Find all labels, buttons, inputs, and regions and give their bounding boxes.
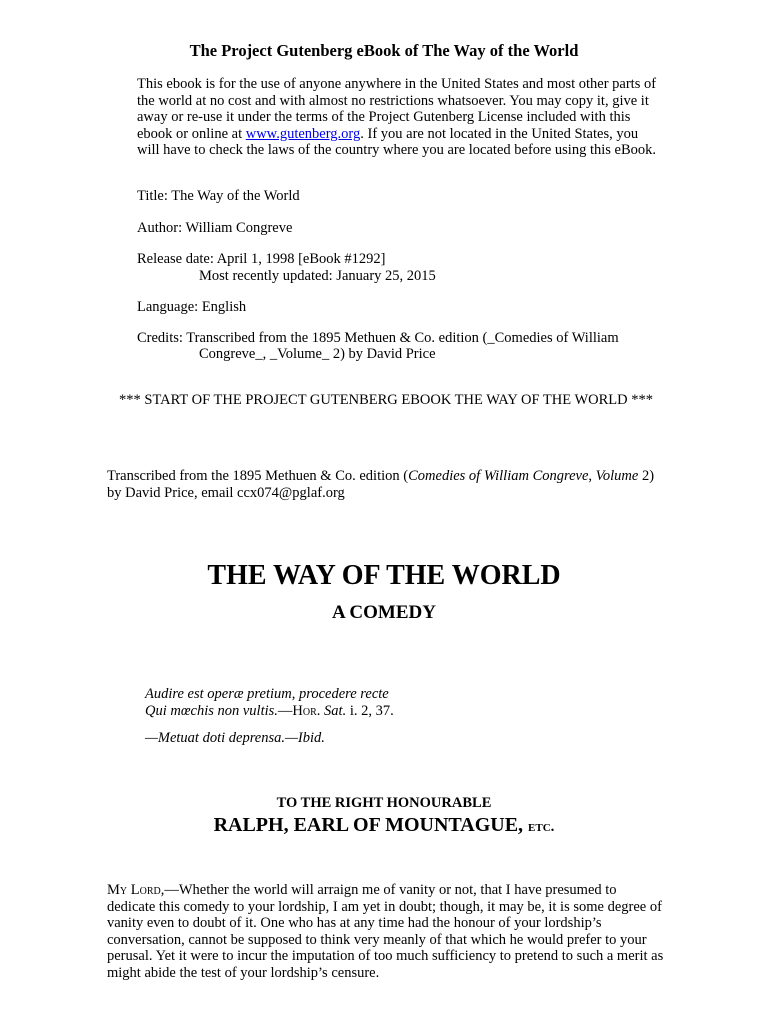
meta-release-date: Release date: April 1, 1998 [eBook #1292] bbox=[137, 251, 386, 267]
epigraph-work: Sat. bbox=[324, 703, 347, 719]
license-text-after-link: . If you are not located in the United States, you will have to check the laws of the country where you are located before using this eBook. bbox=[137, 125, 657, 158]
dedication-etc: etc. bbox=[528, 819, 555, 835]
meta-author: Author: William Congreve bbox=[137, 220, 293, 236]
transcription-text-3: 2) by David Price, email ccx074@pglaf.org bbox=[107, 468, 655, 501]
gutenberg-link[interactable]: www.gutenberg.org bbox=[245, 125, 361, 142]
dedication-letter bbox=[107, 882, 667, 981]
dedication-heading: TO THE RIGHT HONOURABLE bbox=[276, 795, 492, 811]
epigraph-reference: i. 2, 37. bbox=[346, 703, 394, 719]
ebook-header-title: The Project Gutenberg eBook of The Way of the World bbox=[189, 41, 579, 60]
start-marker: *** START OF THE PROJECT GUTENBERG EBOOK THE WAY OF THE WORLD *** bbox=[119, 392, 653, 408]
transcription-text-1: Transcribed from the 1895 Methuen & Co. edition ( bbox=[107, 468, 409, 484]
dedication-name bbox=[0, 813, 768, 839]
meta-updated-date: Most recently updated: January 25, 2015 bbox=[199, 268, 436, 284]
meta-credits-line1: Credits: Transcribed from the 1895 Methuen & Co. edition (_Comedies of William bbox=[137, 330, 619, 346]
dedication-name-text: RALPH, EARL OF MOUNTAGUE, bbox=[213, 814, 524, 836]
epigraph-line-3: —Metuat doti deprensa.—Ibid. bbox=[145, 730, 325, 746]
epigraph-author: Hor. bbox=[292, 703, 321, 719]
license-text-before-link: This ebook is for the use of anyone anywhere in the United States and most other parts of the world at no cost and with almost no restrictions whatsoever. You may copy it, give it away or re-use it under the terms of the Project Gutenberg License included with this ebook or online at bbox=[137, 76, 657, 142]
meta-language: Language: English bbox=[137, 299, 247, 315]
transcription-series: Comedies of William Congreve bbox=[408, 468, 589, 484]
license-paragraph bbox=[137, 76, 657, 159]
epigraph-quote: Qui mœchis non vultis. bbox=[145, 703, 278, 719]
epigraph-line-1: Audire est operæ pretium, procedere recte bbox=[145, 686, 389, 702]
letter-salutation: My Lord, bbox=[107, 882, 165, 898]
letter-body: —Whether the world will arraign me of vanity or not, that I have presumed to dedicate this comedy to your lordship, I am yet in doubt; though, it may be, it is some degree of vanity even to doubt of it. One who has at any time had the honour of your lordship’s conversation, cannot be supposed to think very meanly of that which he would prefer to your perusal. Yet it were to incur the imputation of too much sufficiency to pretend to such a merit as might abide the test of your lordship’s censure. bbox=[107, 882, 664, 981]
meta-title: Title: The Way of the World bbox=[137, 188, 300, 204]
play-title: THE WAY OF THE WORLD bbox=[207, 560, 561, 591]
epigraph-line-2 bbox=[145, 703, 545, 720]
meta-credits-line2: Congreve_, _Volume_ 2) by David Price bbox=[199, 346, 436, 362]
transcription-note bbox=[107, 468, 667, 501]
transcription-text-2: , bbox=[588, 468, 596, 484]
transcription-volume: Volume bbox=[595, 468, 639, 484]
play-subtitle: A COMEDY bbox=[332, 602, 436, 623]
epigraph-dash: — bbox=[277, 703, 293, 719]
